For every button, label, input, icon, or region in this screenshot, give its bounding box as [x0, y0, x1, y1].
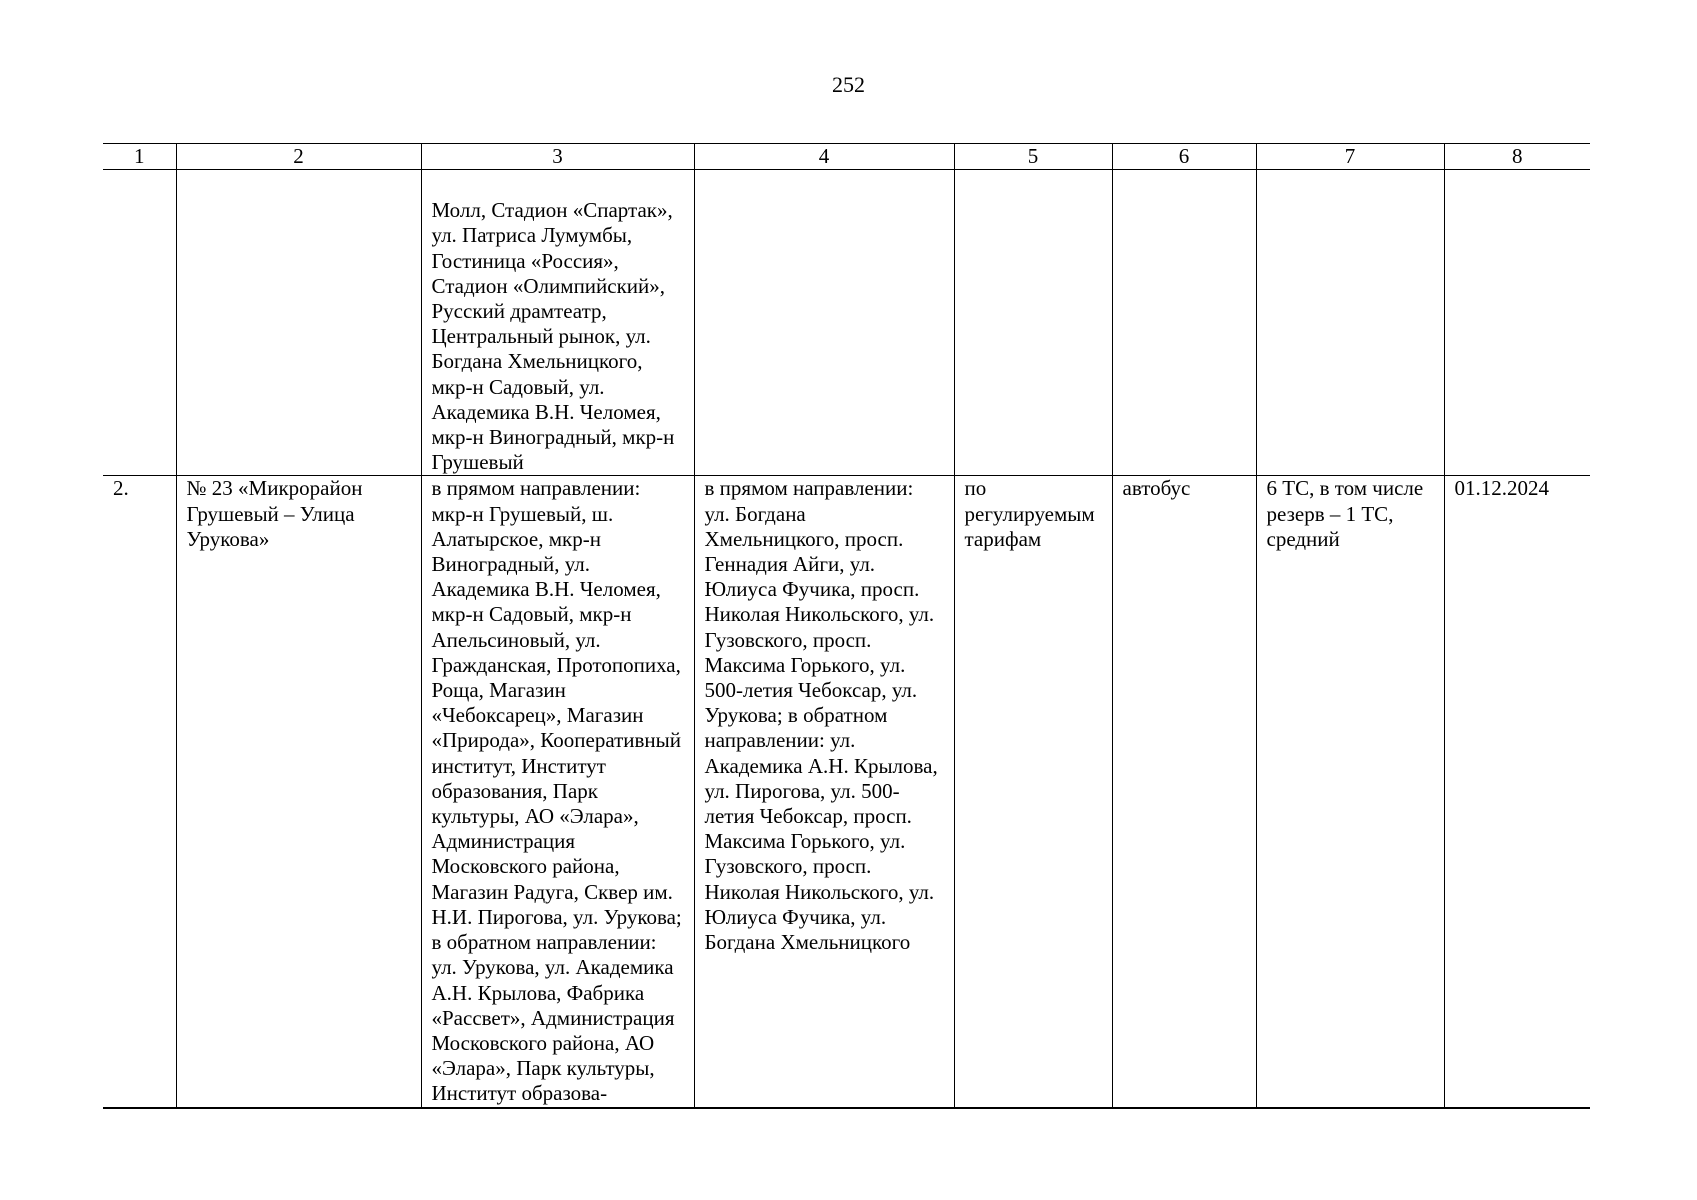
table-cell — [103, 170, 176, 476]
table-cell — [954, 170, 1112, 476]
route-tariff: по регулируемым тарифам — [954, 476, 1112, 1108]
table-row — [103, 476, 1590, 1108]
fleet-info: 6 ТС, в том числе резерв – 1 ТС, средний — [1256, 476, 1444, 1108]
route-stops-continuation: Молл, Стадион «Спартак», ул. Патриса Лумумбы, Гостиница «Россия», Стадион «Олимпийский», Русский драмтеатр, Центральный рынок, ул. Богдана Хмельницкого, мкр-н Садовый, ул. Академика В.Н. Челомея, мкр-н Виноградный, мкр-н Грушевый — [421, 170, 694, 476]
column-header: 3 — [421, 144, 694, 170]
route-number: 2. — [103, 476, 176, 1108]
table-cell — [1444, 170, 1590, 476]
table-cell — [1112, 170, 1256, 476]
table-header-row — [103, 144, 1590, 170]
column-header: 5 — [954, 144, 1112, 170]
route-stops: в прямом направлении: мкр-н Грушевый, ш. Алатырское, мкр-н Виноградный, ул. Академика В.Н. Челомея, мкр-н Садовый, мкр-н Апельсиновый, ул. Гражданская, Протопопиха, Роща, Магазин «Чебоксарец», Магазин «Природа», Кооперативный институт, Институт образования, Парк культуры, АО «Элара», Администрация Московского района, Магазин Радуга, Сквер им. Н.И. Пирогова, ул. Урукова; в обратном направлении: ул. Урукова, ул. Академика А.Н. Крылова, Фабрика «Рассвет», Администрация Московского района, АО «Элара», Парк культуры, Институт образова- — [421, 476, 694, 1108]
table-cell — [176, 170, 421, 476]
start-date: 01.12.2024 — [1444, 476, 1590, 1108]
column-header: 7 — [1256, 144, 1444, 170]
table-cell — [694, 170, 954, 476]
route-streets: в прямом направлении: ул. Богдана Хмельницкого, просп. Геннадия Айги, ул. Юлиуса Фучика, просп. Николая Никольского, ул. Гузовского, просп. Максима Горького, ул. 500-летия Чебоксар, ул. Урукова; в обратном направлении: ул. Академика А.Н. Крылова, ул. Пирогова, ул. 500-летия Чебоксар, просп. Максима Горького, ул. Гузовского, просп. Николая Никольского, ул. Юлиуса Фучика, ул. Богдана Хмельницкого — [694, 476, 954, 1108]
route-name: № 23 «Микрорайон Грушевый – Улица Урукова» — [176, 476, 421, 1108]
column-header: 2 — [176, 144, 421, 170]
table-row-continuation — [103, 170, 1590, 476]
column-header: 6 — [1112, 144, 1256, 170]
column-header: 1 — [103, 144, 176, 170]
column-header: 4 — [694, 144, 954, 170]
table-cell — [1256, 170, 1444, 476]
page-number: 252 — [832, 72, 865, 97]
routes-table — [103, 143, 1590, 1109]
vehicle-type: автобус — [1112, 476, 1256, 1108]
column-header: 8 — [1444, 144, 1590, 170]
